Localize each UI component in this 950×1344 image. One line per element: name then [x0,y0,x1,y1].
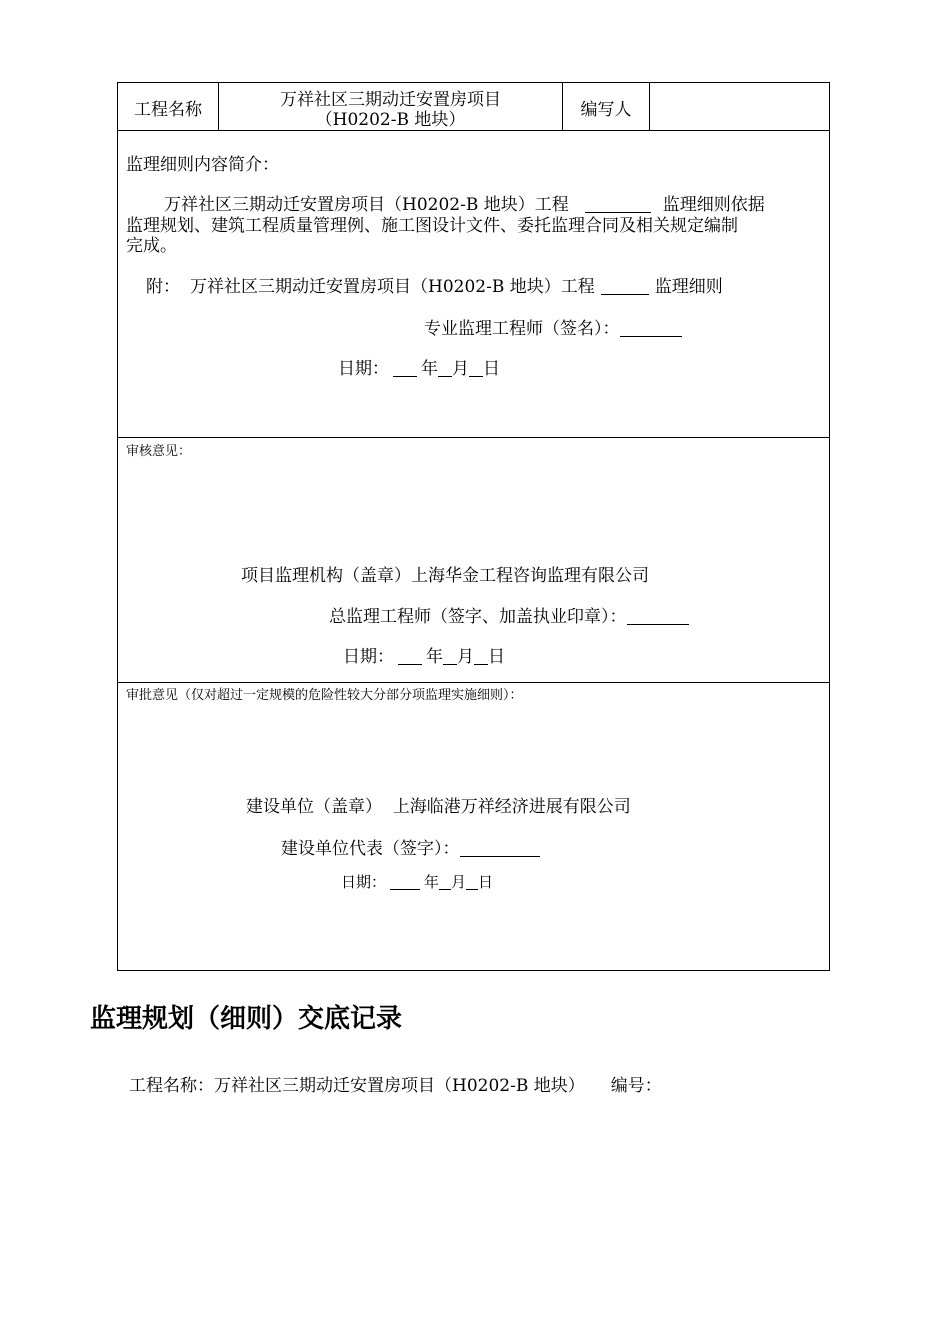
unit-representative-signature-label: 建设单位代表（签字）： [281,839,460,859]
day-blank[interactable] [474,647,488,665]
review-organization: 项目监理机构（盖章）上海华金工程咨询监理有限公司 [241,566,649,586]
attachment-prefix: 附： [146,277,180,297]
chief-engineer-signature-blank[interactable] [627,607,689,625]
month-blank[interactable] [443,647,457,665]
col-divider [649,82,650,130]
review-date-line [343,642,505,667]
writer-label: 编写人 [580,100,632,120]
year-label: 年 [421,359,438,379]
month-label: 月 [451,873,467,891]
row-divider [117,437,830,438]
date-label: 日期： [341,873,387,891]
intro-heading: 监理细则内容简介： [126,155,279,175]
intro-paragraph-line2: 监理规划、建筑工程质量管理例、施工图设计文件、委托监理合同及相关规定编制 [126,216,738,236]
intro-paragraph-part1: 万祥社区三期动迁安置房项目（H0202-B 地块）工程 [164,195,569,215]
review-heading: 审核意见： [126,444,192,459]
day-label: 日 [483,359,500,379]
attachment-blank[interactable] [601,277,649,295]
year-label: 年 [426,647,443,667]
year-blank[interactable] [398,647,422,665]
month-label: 月 [452,359,469,379]
year-blank[interactable] [390,874,420,890]
month-blank[interactable] [439,874,451,890]
day-label: 日 [488,647,505,667]
intro-paragraph-line3: 完成。 [126,236,177,256]
project-name-line2: （H0202-B 地块） [315,110,466,130]
unit-representative-signature-line [281,834,540,859]
attachment-text: 万祥社区三期动迁安置房项目（H0202-B 地块）工程 [190,277,595,297]
chief-engineer-signature-line [329,602,689,627]
project-name-line1: 万祥社区三期动迁安置房项目 [280,90,501,110]
attachment-line [146,272,723,297]
record-number-label: 编号： [610,1076,662,1096]
date-label: 日期： [343,647,394,667]
engineer-signature-blank[interactable] [620,319,682,337]
attachment-suffix: 监理细则 [654,277,723,297]
unit-representative-signature-blank[interactable] [460,839,540,857]
year-label: 年 [424,873,440,891]
approval-heading: 审批意见（仅对超过一定规模的危险性较大分部分项监理实施细则）： [126,688,523,703]
day-label: 日 [478,873,494,891]
day-blank[interactable] [469,359,483,377]
row-divider [117,682,830,683]
project-name-label: 工程名称 [134,100,202,120]
construction-unit: 建设单位（盖章） 上海临港万祥经济进展有限公司 [246,797,631,817]
engineer-signature-label: 专业监理工程师（签名）： [424,319,620,339]
record-project-name: 工程名称：万祥社区三期动迁安置房项目（H0202-B 地块） [129,1076,585,1096]
record-title: 监理规划（细则）交底记录 [90,1004,403,1034]
date-label: 日期： [338,359,389,379]
engineer-signature-line [424,314,682,339]
year-blank[interactable] [393,359,417,377]
row-divider [117,130,830,131]
approval-date-line [341,871,493,892]
intro-date-line [338,354,500,379]
month-blank[interactable] [438,359,452,377]
record-project-line [129,1071,662,1096]
chief-engineer-signature-label: 总监理工程师（签字、加盖执业印章）： [329,607,627,627]
intro-paragraph-part2: 监理细则依据 [662,195,765,215]
month-label: 月 [457,647,474,667]
day-blank[interactable] [466,874,478,890]
